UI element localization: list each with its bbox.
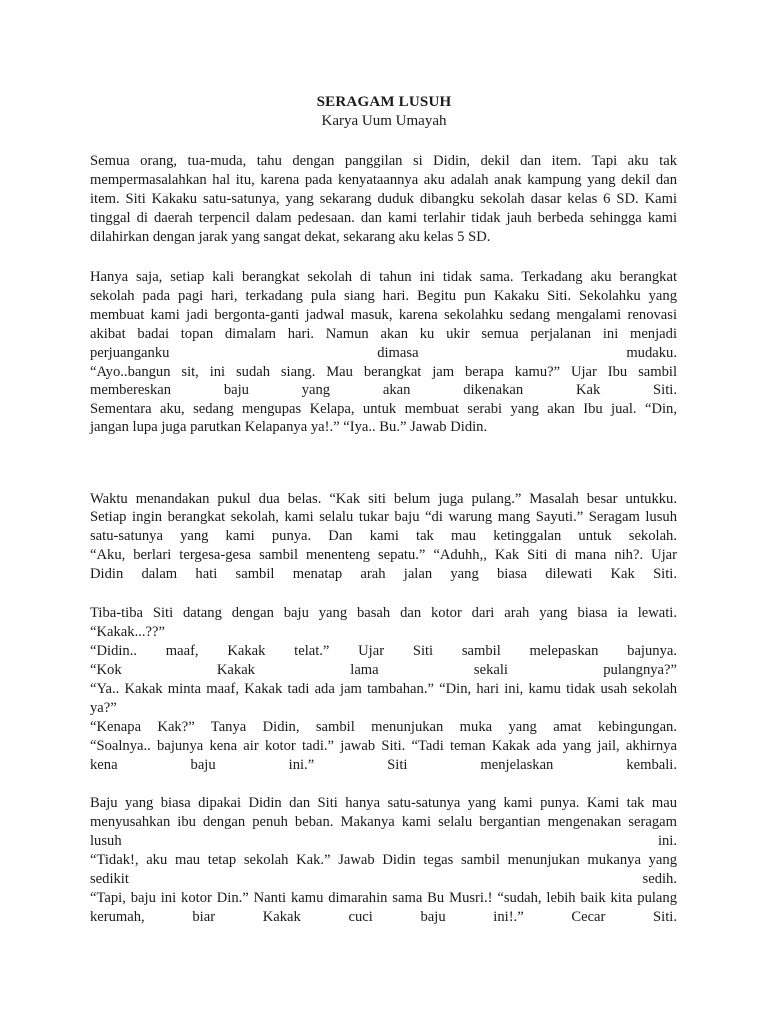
text-line: membuat kami jadi bergonta-ganti jadwal masuk, karena sekolahku sedang mengalami renovasi bbox=[90, 307, 677, 323]
text-line: perjuanganku dimasa mudaku. bbox=[90, 345, 677, 361]
text-line: “Ya.. Kakak minta maaf, Kakak tadi ada jam tambahan.” “Din, hari ini, kamu tidak usah sekolah bbox=[90, 681, 677, 697]
text-line: “Didin.. maaf, Kakak telat.” Ujar Siti sambil melepaskan bajunya. bbox=[90, 643, 677, 659]
text-line: tinggal di daerah terpencil dalam pedesaan. dan kami terlahir tidak jauh berbeda sehingga kami bbox=[90, 210, 677, 226]
text-line: dilahirkan dengan jarak yang sangat dekat, sekarang aku kelas 5 SD. bbox=[90, 229, 491, 245]
text-line: “Ayo..bangun sit, ini sudah siang. Mau berangkat jam berapa kamu?” Ujar Ibu sambil bbox=[90, 364, 677, 380]
text-line: Semua orang, tua-muda, tahu dengan panggilan si Didin, dekil dan item. Tapi aku tak bbox=[90, 153, 677, 169]
document-title: SERAGAM LUSUH bbox=[316, 94, 452, 110]
text-line: “Aku, berlari tergesa-gesa sambil menenteng sepatu.” “Aduhh,, Kak Siti di mana nih?. Ujar bbox=[90, 547, 677, 563]
text-line: Setiap ingin berangkat sekolah, kami selalu tukar baju “di warung mang Sayuti.” Seragam lusuh bbox=[90, 509, 677, 525]
text-line: “Kok Kakak lama sekali pulangnya?” bbox=[90, 662, 677, 678]
text-line: “Tidak!, aku mau tetap sekolah Kak.” Jawab Didin tegas sambil menunjukan mukanya yang bbox=[90, 852, 677, 868]
text-line: satu-satunya yang kami punya. Dan kami tak mau ketinggalan untuk sekolah. bbox=[90, 528, 677, 544]
text-line: sedikit bbox=[90, 871, 129, 887]
text-line: item. Siti Kakaku satu-satunya, yang sekarang duduk dibangku sekolah dasar kelas 6 SD. Kami bbox=[90, 191, 677, 207]
text-line: sedih. bbox=[642, 871, 677, 887]
document-author: Karya Uum Umayah bbox=[321, 113, 447, 129]
text-line: lusuh bbox=[90, 833, 122, 849]
text-line: “Tapi, baju ini kotor Din.” Nanti kamu dimarahin sama Bu Musri.! “sudah, lebih baik kita pulang bbox=[90, 890, 677, 906]
text-line: Waktu menandakan pukul dua belas. “Kak siti belum juga pulang.” Masalah besar untukku. bbox=[90, 491, 677, 507]
text-line: “Kakak...??” bbox=[90, 624, 165, 640]
text-line: kena baju ini.” Siti menjelaskan kembali. bbox=[90, 757, 677, 773]
text-line: Didin dalam hati sambil menatap arah jalan yang biasa dilewati Kak Siti. bbox=[90, 566, 677, 582]
text-line: ini. bbox=[657, 833, 677, 849]
text-line: menyusahkan ibu dengan penuh beban. Makanya kami selalu bergantian mengenakan seragam bbox=[90, 814, 677, 830]
text-line: sekolah pada pagi hari, terkadang pula siang hari. Begitu pun Kakaku Siti. Sekolahku yang bbox=[90, 288, 677, 304]
text-line: mempermasalahkan hal itu, karena pada kenyataannya aku adalah anak kampung yang dekil dan bbox=[90, 172, 677, 188]
text-line: “Soalnya.. bajunya kena air kotor tadi.” jawab Siti. “Tadi teman Kakak ada yang jail, akhirnya bbox=[90, 738, 677, 754]
text-line: kerumah, biar Kakak cuci baju ini!.” Cecar Siti. bbox=[90, 909, 677, 925]
text-line: Hanya saja, setiap kali berangkat sekolah di tahun ini tidak sama. Terkadang aku berangkat bbox=[90, 269, 677, 285]
text-line: akibat badai topan dimalam hari. Namun akan ku ukir semua perjalanan ini menjadi bbox=[90, 326, 677, 342]
document-header bbox=[0, 93, 768, 131]
text-line: Baju yang biasa dipakai Didin dan Siti hanya satu-satunya yang kami punya. Kami tak mau bbox=[90, 795, 677, 811]
text-line: ya?” bbox=[90, 700, 117, 716]
text-line: Sementara aku, sedang mengupas Kelapa, untuk membuat serabi yang akan Ibu jual. “Din, bbox=[90, 401, 677, 417]
text-line: membereskan baju yang akan dikenakan Kak Siti. bbox=[90, 382, 677, 398]
text-line: Tiba-tiba Siti datang dengan baju yang basah dan kotor dari arah yang biasa ia lewati. bbox=[90, 605, 677, 621]
text-line: “Kenapa Kak?” Tanya Didin, sambil menunjukan muka yang amat kebingungan. bbox=[90, 719, 677, 735]
text-line: jangan lupa juga parutkan Kelapanya ya!.” “Iya.. Bu.” Jawab Didin. bbox=[90, 419, 488, 435]
